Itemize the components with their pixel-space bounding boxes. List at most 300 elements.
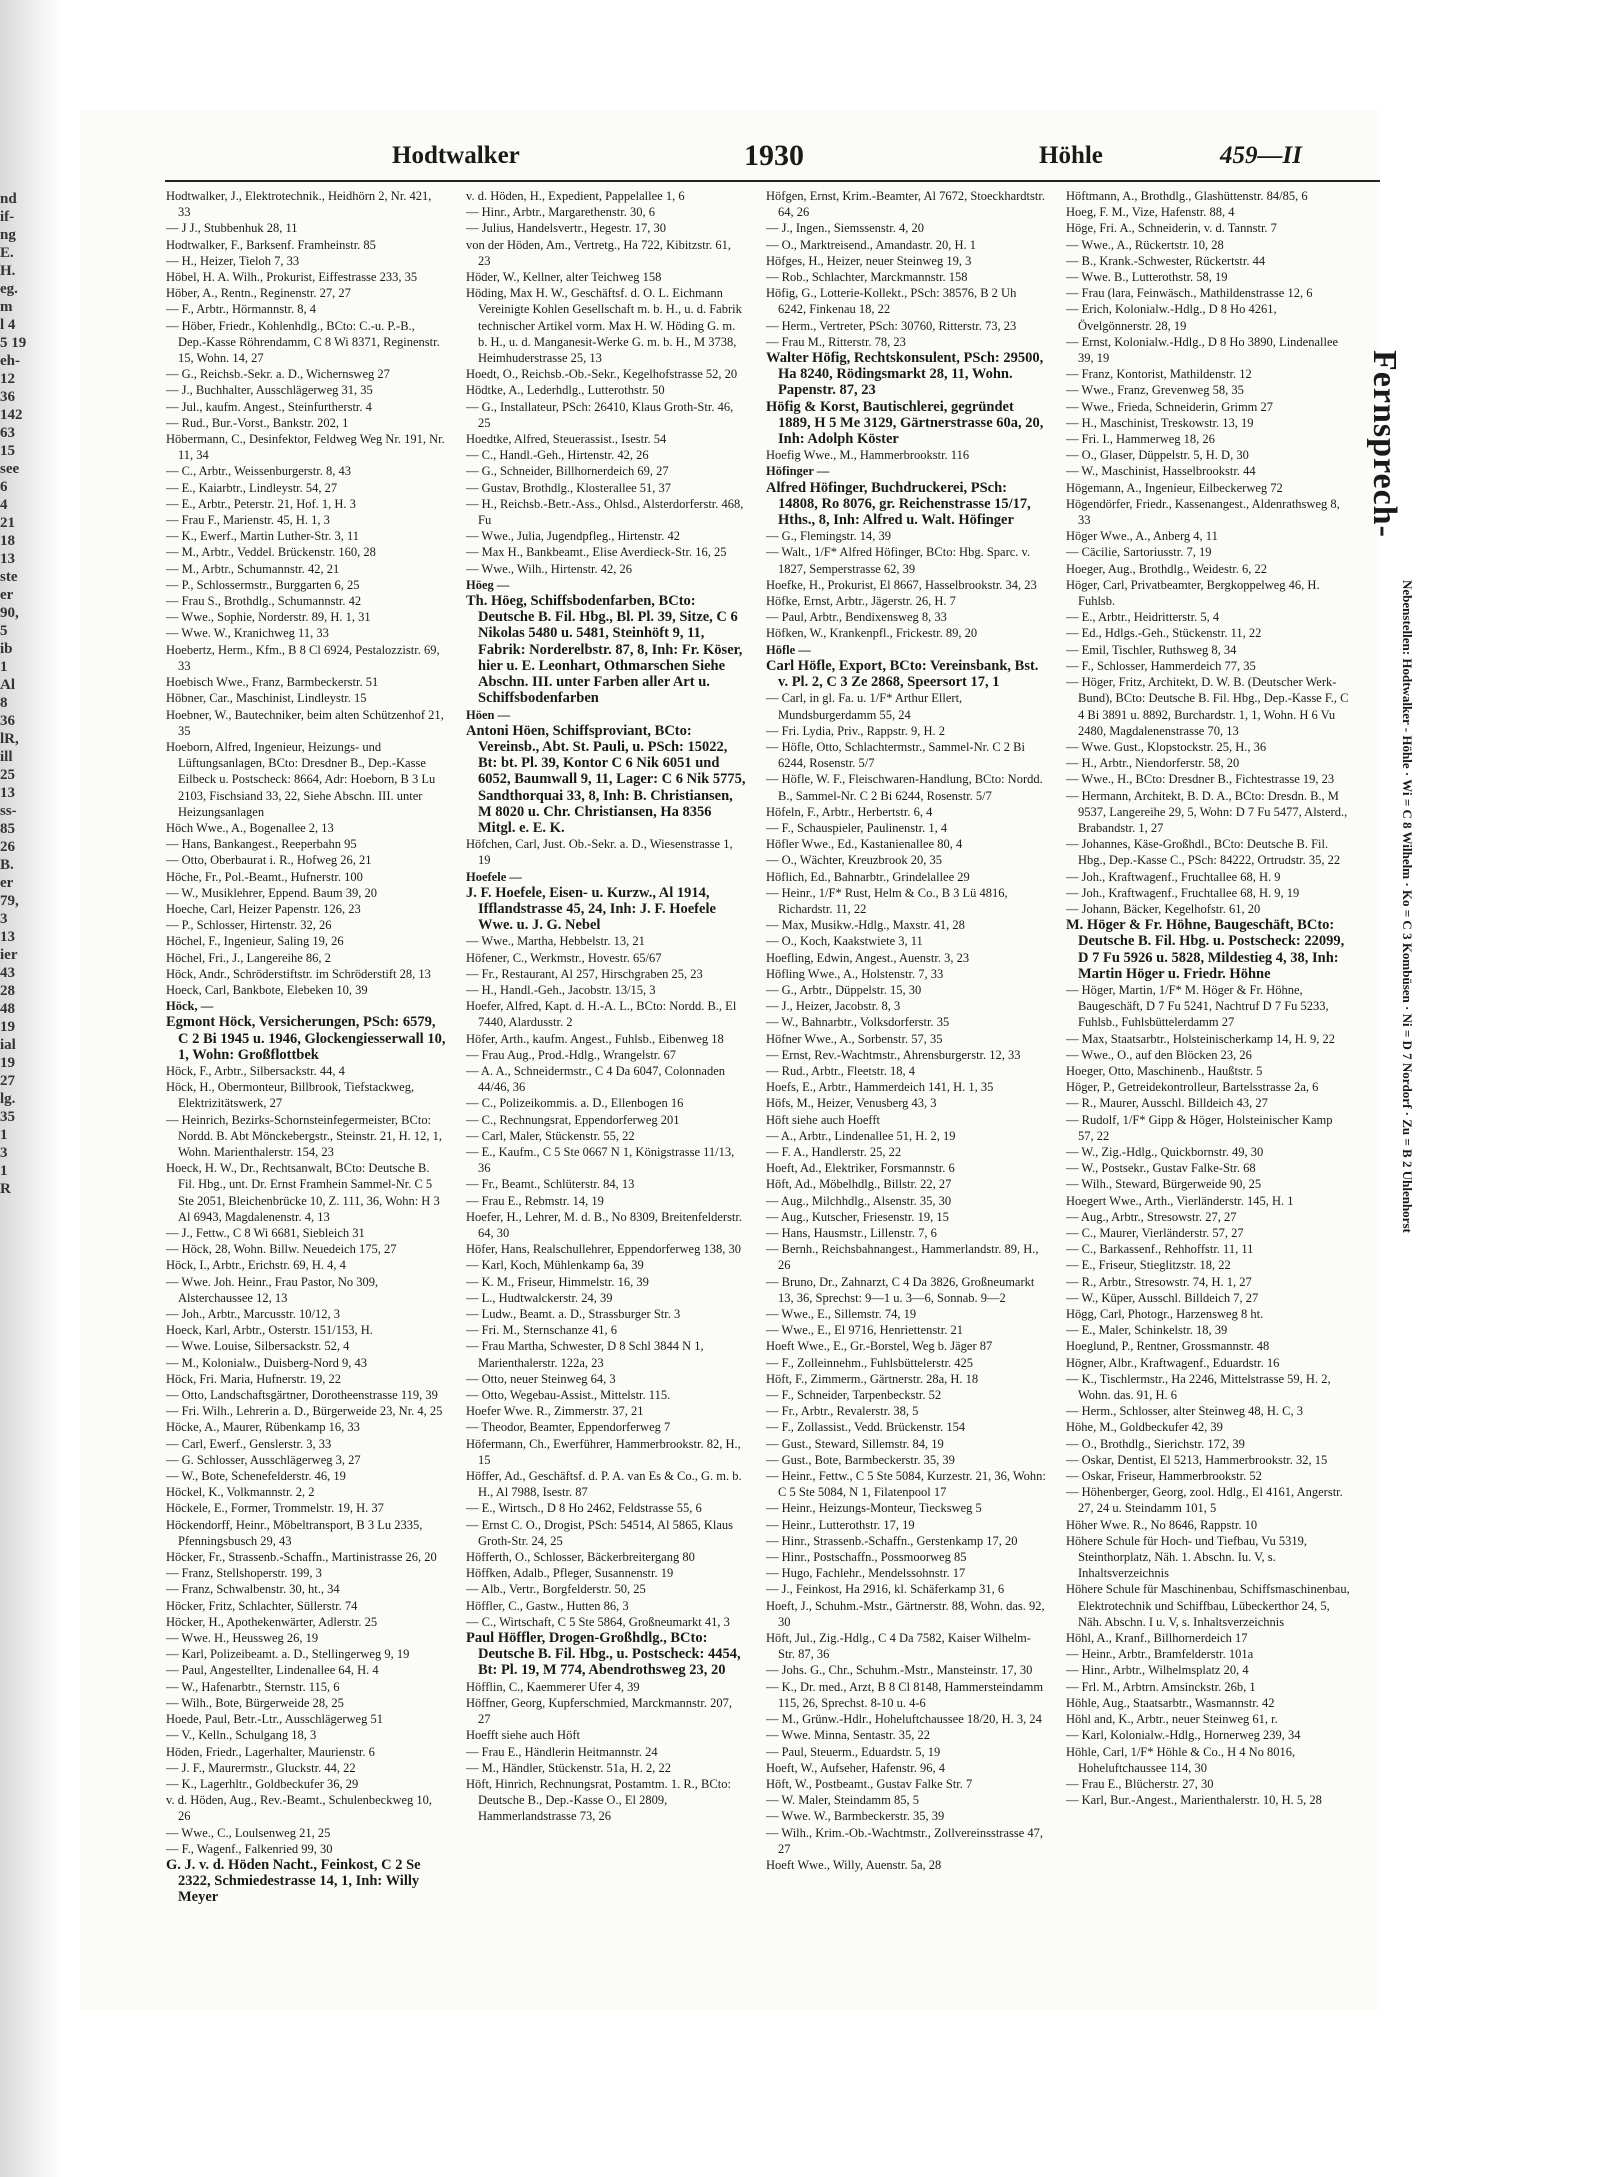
directory-entry: — Frau M., Ritterstr. 78, 23	[766, 334, 906, 349]
directory-entry: — Alb., Vertr., Borgfelderstr. 50, 25	[466, 1582, 646, 1597]
directory-entry: — Paul, Arbtr., Bendixensweg 8, 33	[766, 610, 947, 625]
header-first-entry: Hodtwalker	[392, 142, 520, 169]
sliver-fragment: 35	[0, 1109, 15, 1125]
sliver-fragment: R	[0, 1181, 11, 1197]
directory-entry: Höge, Fri. A., Schneiderin, v. d. Tannstr. 7	[1066, 221, 1277, 236]
directory-entry: — A., Arbtr., Lindenallee 51, H. 2, 19	[766, 1128, 956, 1143]
sliver-fragment: l 4	[0, 317, 16, 333]
directory-entry: Höfig, G., Lotterie-Kollekt., PSch: 38576, B 2 Uh 6242, Finkenau 18, 22	[766, 286, 1017, 317]
directory-entry: Höger Wwe., A., Anberg 4, 11	[1066, 529, 1218, 544]
sliver-fragment: lR,	[0, 731, 19, 747]
directory-entry: — Wwe., Franz, Grevenweg 58, 35	[1066, 383, 1244, 398]
sliver-fragment: eg.	[0, 281, 18, 297]
directory-entry: Egmont Höck, Versicherungen, PSch: 6579, C 2 Bi 1945 u. 1946, Glockengiesserwall 10, 1, Wohn: Großflottbek	[166, 1014, 446, 1063]
directory-entry: Th. Höeg, Schiffsbodenfarben, BCto: Deutsche B. Fil. Hbg., Bl. Pl. 39, Sitze, C 6 Nikolas 5480 u. 5481, Steinhöft 9, 11, Fabrik: Norderelbstr. 87, 8, Inh: Fr. Köser, hier u. E. Leonhart, Othmarschen Siehe Abschn. III. unter Farben aller Art u. Schiffsbodenfarben	[466, 593, 743, 707]
directory-entry: — R., Arbtr., Stresowstr. 74, H. 1, 27	[1066, 1274, 1252, 1289]
directory-entry: — Aug., Milchhdlg., Alsenstr. 35, 30	[766, 1193, 952, 1208]
directory-entry: Hoebertz, Herm., Kfm., B 8 Cl 6924, Pestalozzistr. 69, 33	[166, 642, 440, 673]
directory-entry: — Hugo, Fachlehr., Mendelssohnstr. 17	[766, 1566, 966, 1581]
directory-entry: Höding, Max H. W., Geschäftsf. d. O. L. Eichmann Vereinigte Kohlen Gesellschaft m. b. H., u. d. Fabrik technischer Artikel vorm. Max H. W. Höding G. m. b. H., u. d. Manganesit-Werke G. m. b. H., M 3738, Heimhuderstrasse 25, 13	[466, 286, 742, 366]
sliver-fragment: H.	[0, 263, 16, 279]
directory-entry: — J., Heizer, Jacobstr. 8, 3	[766, 999, 901, 1014]
header-year: 1930	[744, 139, 804, 172]
directory-entry: — Fri. Lydia, Priv., Rappstr. 9, H. 2	[766, 723, 946, 738]
directory-entry: — F., Zolleinnehm., Fuhlsbüttelerstr. 425	[766, 1355, 973, 1370]
directory-entry: Höfges, H., Heizer, neuer Steinweg 19, 3	[766, 253, 972, 268]
sliver-fragment: see	[0, 461, 20, 477]
directory-entry: v. d. Höden, H., Expedient, Pappelallee 1, 6	[466, 189, 685, 203]
sliver-fragment: B.	[0, 857, 14, 873]
sliver-fragment: 90,	[0, 605, 19, 621]
directory-entry: — Ernst, Kolonialw.-Hdlg., D 8 Ho 3890, Lindenallee 39, 19	[1066, 334, 1339, 366]
sliver-fragment: 6	[0, 479, 8, 495]
directory-entry: — Wilh., Steward, Bürgerweide 90, 25	[1066, 1177, 1262, 1192]
directory-entry: — Jul., kaufm. Angest., Steinfurtherstr. 4	[166, 399, 372, 414]
directory-entry: Höfig & Korst, Bautischlerei, gegründet 1889, H 5 Me 3129, Gärtnerstrasse 60a, 20, Inh: Adolph Köster	[766, 398, 1044, 448]
directory-entry: Hoegert Wwe., Arth., Vierländerstr. 145, H. 1	[1066, 1193, 1294, 1208]
sliver-fragment: 36	[0, 713, 15, 729]
directory-entry: — Herm., Schlosser, alter Steinweg 48, H. C, 3	[1066, 1404, 1303, 1419]
directory-entry: — Max H., Bankbeamt., Elise Averdieck-Str. 16, 25	[466, 545, 727, 560]
directory-entry: Hoeger, Otto, Maschinenb., Haußtstr. 5	[1066, 1063, 1263, 1078]
directory-entry: — K., Dr. med., Arzt, B 8 Cl 8148, Hammersteindamm 115, 26, Sprechst. 8-10 u. 4-6	[766, 1679, 1044, 1710]
directory-entry: Höflich, Ed., Bahnarbtr., Grindelallee 29	[766, 869, 970, 884]
directory-entry: Höckendorff, Heinr., Möbeltransport, B 3 Lu 2335, Pfenningsbusch 29, 43	[166, 1517, 423, 1548]
directory-entry: — Wilh., Bote, Bürgerweide 28, 25	[166, 1695, 344, 1710]
directory-entry: — Wwe. Gust., Klopstockstr. 25, H., 36	[1066, 739, 1267, 754]
directory-entry: — M., Kolonialw., Duisberg-Nord 9, 43	[166, 1355, 368, 1370]
directory-entry: Hoedt, O., Reichsb.-Ob.-Sekr., Kegelhofstrasse 52, 20	[466, 367, 738, 382]
directory-entry: — Cäcilie, Sartoriusstr. 7, 19	[1066, 545, 1212, 560]
directory-entry: Höfeln, F., Arbtr., Herbertstr. 6, 4	[766, 804, 933, 819]
column-1	[166, 188, 446, 2008]
directory-entry: Antoni Höen, Schiffsproviant, BCto: Vereinsb., Abt. St. Pauli, u. PSch: 15022, Bt: bt. Pl. 39, Kontor C 6 Nik 6051 und 6052, Baumwall 9, 11, Lager: C 6 Nik 5775, Sandthorquai 33, 8, Inh: B. Christiansen, M 8020 u. Chr. Christiansen, Ha 8356 Mitgl. e. E. K.	[466, 722, 746, 836]
directory-entry: J. F. Hoefele, Eisen- u. Kurzw., Al 1914, Ifflandstrasse 45, 24, Inh: J. F. Hoefele Wwe. u. J. G. Nebel	[466, 884, 716, 934]
directory-entry: Höhle, Carl, 1/F* Höhle & Co., H 4 No 8016, Hoheluftchaussee 114, 30	[1066, 1744, 1296, 1775]
directory-entry: — Joh., Kraftwagenf., Fruchtallee 68, H. 9, 19	[1066, 885, 1300, 900]
directory-entry: Hoeft, J., Schuhm.-Mstr., Gärtnerstr. 88, Wohn. das. 92, 30	[766, 1598, 1045, 1629]
directory-entry: — F., Schneider, Tarpenbeckstr. 52	[766, 1388, 942, 1403]
directory-entry: — M., Händler, Stückenstr. 51a, H. 2, 22	[466, 1760, 672, 1775]
directory-entry: Höft siehe auch Hoefft	[766, 1112, 880, 1127]
directory-entry: Höger, P., Getreidekontrolleur, Bartelsstrasse 2a, 6	[1066, 1080, 1319, 1095]
directory-entry: Höchel, F., Ingenieur, Saling 19, 26	[166, 934, 344, 949]
sliver-fragment: 48	[0, 1001, 15, 1017]
directory-entry: — F., Arbtr., Hörmannstr. 8, 4	[166, 302, 317, 317]
sliver-fragment: 5 19	[0, 335, 27, 351]
directory-entry: Höfener, C., Werkmstr., Hovestr. 65/67	[466, 950, 662, 965]
directory-entry: — J., Feinkost, Ha 2916, kl. Schäferkamp 31, 6	[766, 1582, 1005, 1597]
directory-entry: — Carl, Maler, Stückenstr. 55, 22	[466, 1128, 635, 1143]
directory-entry: — Wwe., H., BCto: Dresdner B., Fichtestrasse 19, 23	[1066, 772, 1335, 787]
directory-entry: — Karl, Bur.-Angest., Marienthalerstr. 10, H. 5, 28	[1066, 1793, 1322, 1808]
column-3	[766, 188, 1046, 2008]
directory-entry: — G., Schneider, Billhornerdeich 69, 27	[466, 464, 669, 479]
sliver-fragment: 3	[0, 911, 8, 927]
directory-entry: Höfke, Ernst, Arbtr., Jägerstr. 26, H. 7	[766, 594, 956, 609]
directory-entry: Högg, Carl, Photogr., Harzensweg 8 ht.	[1066, 1307, 1264, 1322]
sliver-fragment: 36	[0, 389, 15, 405]
directory-entry: Hoebner, W., Bautechniker, beim alten Schützenhof 21, 35	[166, 707, 444, 738]
directory-entry: — Frau E., Rebmstr. 14, 19	[466, 1193, 604, 1208]
directory-entry: Höft, W., Postbeamt., Gustav Falke Str. 7	[766, 1776, 973, 1791]
directory-entry: Hoefs, E., Arbtr., Hammerdeich 141, H. 1, 35	[766, 1080, 994, 1095]
directory-entry: Höher Wwe. R., No 8646, Rappstr. 10	[1066, 1517, 1258, 1532]
sliver-fragment: 25	[0, 767, 15, 783]
directory-entry: Paul Höffler, Drogen-Großhdlg., BCto: Deutsche B. Fil. Hbg., u. Postscheck: 4454, Bt: Pl. 19, M 774, Abendrothsweg 23, 20	[466, 1630, 741, 1679]
directory-entry: Hoeft Wwe., Willy, Auenstr. 5a, 28	[766, 1857, 942, 1872]
sliver-fragment: er	[0, 875, 14, 891]
directory-entry: — Wwe., Sophie, Norderstr. 89, H. 1, 31	[166, 610, 371, 625]
directory-entry: — Otto, Landschaftsgärtner, Dorotheenstrasse 119, 39	[166, 1388, 438, 1403]
directory-entry: — Wwe. Louise, Silbersackstr. 52, 4	[166, 1339, 350, 1354]
directory-entry: — Wwe., C., Loulsenweg 21, 25	[166, 1825, 331, 1840]
directory-entry: Höhere Schule für Maschinenbau, Schiffsmaschinenbau, Elektrotechnik und Schiffbau, Lübeckerthor 24, 5, Näh. Abschn. I u. V, s. Inhaltsverzeichnis	[1066, 1582, 1350, 1629]
directory-entry: Höfler Wwe., Ed., Kastanienallee 80, 4	[766, 837, 963, 852]
directory-entry: Hoede, Paul, Betr.-Ltr., Ausschlägerweg 51	[166, 1712, 383, 1727]
directory-entry: — Carl, Ewerf., Genslerstr. 3, 33	[166, 1436, 332, 1451]
directory-entry: — F. A., Handlerstr. 25, 22	[766, 1144, 902, 1159]
sliver-fragment: m	[0, 299, 13, 315]
directory-entry: Höfflin, C., Kaemmerer Ufer 4, 39	[466, 1679, 640, 1694]
directory-entry: — Heinrich, Bezirks-Schornsteinfegermeister, BCto: Nordd. B. Abt Mönckebergstr., Steinstr. 21, H. 12, 1, Wohn. Marienthalerstr. 154, 23	[166, 1112, 443, 1159]
directory-entry: — M., Grünw.-Hdlr., Hoheluftchaussee 18/20, H. 3, 24	[766, 1712, 1042, 1727]
directory-entry: — B., Krank.-Schwester, Rückertstr. 44	[1066, 253, 1266, 268]
sliver-fragment: 26	[0, 839, 15, 855]
directory-entry: — A. A., Schneidermstr., C 4 Da 6047, Colonnaden 44/46, 36	[466, 1063, 726, 1095]
directory-entry: — Frau (lara, Feinwäsch., Mathildenstrasse 12, 6	[1066, 286, 1313, 301]
directory-entry: — Theodor, Beamter, Eppendorferweg 7	[466, 1420, 671, 1435]
directory-entry: Höcker, Fr., Strassenb.-Schaffn., Martinistrasse 26, 20	[166, 1550, 437, 1565]
directory-entry: — Hinr., Arbtr., Margarethenstr. 30, 6	[466, 205, 655, 220]
directory-entry: Hoefele —	[466, 869, 522, 884]
sliver-fragment: 43	[0, 965, 15, 981]
directory-entry: Höder, W., Kellner, alter Teichweg 158	[466, 270, 662, 285]
directory-entry: — Ernst C. O., Drogist, PSch: 54514, Al 5865, Klaus Groth-Str. 24, 25	[466, 1517, 734, 1548]
directory-entry: — F., Wagenf., Falkenried 99, 30	[166, 1841, 333, 1856]
directory-entry: Höckele, E., Former, Trommelstr. 19, H. 37	[166, 1501, 384, 1516]
directory-entry: — Höck, 28, Wohn. Billw. Neuedeich 175, 27	[166, 1242, 397, 1257]
directory-entry: v. d. Höden, Aug., Rev.-Beamt., Schulenbeckweg 10, 26	[166, 1793, 433, 1824]
directory-entry: Höfner Wwe., A., Sorbenstr. 57, 35	[766, 1031, 943, 1046]
directory-entry: Höchel, Fri., J., Langereihe 86, 2	[166, 950, 331, 965]
directory-entry: Höft, F., Zimmerm., Gärtnerstr. 28a, H. 18	[766, 1371, 979, 1386]
directory-entry: von der Höden, Am., Vertretg., Ha 722, Kibitzstr. 61, 23	[466, 237, 732, 268]
directory-entry: — Carl, in gl. Fa. u. 1/F* Arthur Ellert, Mundsburgerdamm 55, 24	[766, 691, 963, 722]
page-header	[96, 139, 1326, 178]
directory-entry: — Wwe. H., Heussweg 26, 19	[166, 1631, 319, 1646]
directory-entry: — F., Zollassist., Vedd. Brückenstr. 154	[766, 1420, 966, 1435]
directory-entry: — H., Arbtr., Niendorferstr. 58, 20	[1066, 756, 1240, 771]
directory-entry: Höffer, Ad., Geschäftsf. d. P. A. van Es & Co., G. m. b. H., Al 7988, Isestr. 87	[466, 1469, 742, 1500]
directory-entry: Hoedtke, Alfred, Steuerassist., Isestr. 54	[466, 432, 667, 447]
directory-entry: — W. Maler, Steindamm 85, 5	[766, 1793, 919, 1808]
directory-entry: Hoeft, W., Aufseher, Hafenstr. 96, 4	[766, 1760, 945, 1775]
directory-entry: — Höger, Fritz, Architekt, D. W. B. (Deutscher Werk-Bund), BCto: Deutsche B. Fil. Hbg., Dep.-Kasse F., C 4 Bi 3891 u. 8892, Burchardstr. 1, 1, Wohn. H 6 Vu 2480, Magdalenenstrasse 70, 13	[1066, 675, 1349, 738]
directory-entry: Höck, I., Arbtr., Erichstr. 69, H. 4, 4	[166, 1258, 346, 1273]
header-last-entry: Höhle	[1039, 142, 1103, 169]
directory-entry: Höhle, Aug., Staatsarbtr., Wasmannstr. 42	[1066, 1695, 1275, 1710]
sliver-fragment: 18	[0, 533, 15, 549]
directory-entry: — E., Wirtsch., D 8 Ho 2462, Feldstrasse 55, 6	[466, 1501, 702, 1516]
directory-entry: Hoeborn, Alfred, Ingenieur, Heizungs- und Lüftungsanlagen, BCto: Dresdner B., Dep.-Kasse Eilbeck u. Postscheck: 8664, Adr: Hoeborn, B 3 Lu 2103, Fischsiand 33, 22, Siehe Abschn. III. unter Heizungsanlagen	[166, 739, 436, 819]
directory-entry: — J., Fettw., C 8 Wi 6681, Siebleich 31	[166, 1226, 365, 1240]
directory-entry: — Herm., Vertreter, PSch: 30760, Ritterstr. 73, 23	[766, 318, 1017, 333]
directory-entry: Höeg —	[466, 577, 510, 592]
sliver-fragment: 3	[0, 1145, 8, 1161]
directory-entry: — W., Bahnarbtr., Volksdorferstr. 35	[766, 1015, 950, 1030]
directory-entry: — Hinr., Postschaffn., Possmoorweg 85	[766, 1550, 967, 1565]
directory-entry: — Johann, Bäcker, Kegelhofstr. 61, 20	[1066, 901, 1261, 916]
directory-entry: G. J. v. d. Höden Nacht., Feinkost, C 2 Se 2322, Schmiedestrasse 14, 1, Inh: Willy Meyer	[166, 1856, 421, 1906]
adjacent-page-edge	[0, 190, 46, 1520]
directory-entry: — Otto, Wegebau-Assist., Mittelstr. 115.	[466, 1388, 671, 1403]
directory-entry: — Hinr., Arbtr., Wilhelmsplatz 20, 4	[1066, 1663, 1249, 1678]
directory-entry: Höger, Carl, Privatbeamter, Bergkoppelweg 46, H. Fuhlsb.	[1066, 577, 1320, 609]
directory-entry: — Frau E., Blücherstr. 27, 30	[1066, 1776, 1214, 1791]
directory-entry: Höffner, Georg, Kupferschmied, Marckmannstr. 207, 27	[466, 1695, 732, 1727]
directory-entry: Höfinger —	[766, 464, 830, 479]
directory-entry: — Wwe. Joh. Heinr., Frau Pastor, No 309, Alsterchaussee 12, 13	[166, 1274, 379, 1305]
directory-entry: — J J., Stubbenhuk 28, 11	[166, 221, 298, 236]
directory-entry: — Ed., Hdlgs.-Geh., Stückenstr. 11, 22	[1066, 626, 1262, 641]
directory-entry: Höhl, A., Kranf., Billhornerdeich 17	[1066, 1631, 1248, 1646]
directory-entry: — Karl, Koch, Mühlenkamp 6a, 39	[466, 1258, 644, 1273]
sliver-fragment: 4	[0, 497, 8, 513]
directory-entry: — H., Handl.-Geh., Jacobstr. 13/15, 3	[466, 982, 656, 997]
sliver-fragment: 27	[0, 1073, 15, 1089]
directory-entry: — R., Maurer, Ausschl. Billdeich 43, 27	[1066, 1096, 1268, 1111]
directory-entry: — E., Arbtr., Heidritterstr. 5, 4	[1066, 610, 1220, 625]
sliver-fragment: 13	[0, 929, 15, 945]
directory-entry: — H., Heizer, Tieloh 7, 33	[166, 253, 300, 268]
directory-entry: — C., Polizeikommis. a. D., Ellenbogen 16	[466, 1096, 684, 1111]
directory-entry: — Wwe., Martha, Hebbelstr. 13, 21	[466, 934, 645, 949]
directory-entry: — G., Arbtr., Düppelstr. 15, 30	[766, 982, 922, 997]
directory-entry: — Emil, Tischler, Ruthsweg 8, 34	[1066, 642, 1237, 657]
directory-entry: Höck, H., Obermonteur, Billbrook, Tiefstackweg, Elektrizitätswerk, 27	[166, 1080, 415, 1111]
directory-entry: — J., Buchhalter, Ausschlägerweg 31, 35	[166, 383, 373, 398]
directory-entry: — G., Flemingstr. 14, 39	[766, 529, 892, 544]
sliver-fragment: 13	[0, 785, 15, 801]
directory-entry: Högemann, A., Ingenieur, Eilbeckerweg 72	[1066, 480, 1283, 495]
sliver-fragment: 12	[0, 371, 15, 387]
directory-entry: — Fr., Restaurant, Al 257, Hirschgraben 25, 23	[466, 966, 703, 981]
directory-entry: Höche, Fr., Pol.-Beamt., Hufnerstr. 100	[166, 869, 363, 884]
directory-entry: — Johannes, Käse-Großhdl., BCto: Deutsche B. Fil. Hbg., Dep.-Kasse C., PSch: 84222, Ortrudstr. 35, 22	[1066, 837, 1341, 868]
directory-entry: — Heinr., Fettw., C 5 Ste 5084, Kurzestr. 21, 36, Wohn: C 5 Ste 5084, N 1, Filatenpool 17	[766, 1469, 1046, 1500]
directory-entry: — Frau S., Brothdlg., Schumannstr. 42	[166, 594, 362, 609]
directory-entry: Hoeck, Carl, Bankbote, Elebeken 10, 39	[166, 982, 368, 997]
directory-entry: — Wwe. W., Barmbeckerstr. 35, 39	[766, 1809, 945, 1824]
sliver-fragment: ill	[0, 749, 13, 765]
sidebar-text: Nebenstellen: Hodtwalker - Höhle · Wi = C 8 Wilhelm · Ko = C 3 Kombüsen · Ni = D 7 Nordorf · Zu = B 2 Uhlenhorst	[1400, 580, 1415, 1233]
directory-entry: Höfle —	[766, 642, 811, 657]
sliver-fragment: 13	[0, 551, 15, 567]
directory-entry: Höfer, Arth., kaufm. Angest., Fuhlsb., Eibenweg 18	[466, 1031, 724, 1046]
directory-entry: — Wwe. B., Lutterothstr. 58, 19	[1066, 270, 1228, 285]
directory-entry: Hoeck, Karl, Arbtr., Osterstr. 151/153, H.	[166, 1323, 373, 1338]
directory-entry: — E., Maler, Schinkelstr. 18, 39	[1066, 1323, 1228, 1338]
sliver-fragment: 19	[0, 1055, 15, 1071]
directory-entry: Höfer, Hans, Realschullehrer, Eppendorferweg 138, 30	[466, 1242, 741, 1257]
directory-entry: — W., Küper, Ausschl. Billdeich 7, 27	[1066, 1290, 1259, 1305]
directory-entry: — G. Schlosser, Ausschlägerweg 3, 27	[166, 1452, 361, 1467]
directory-entry: — Fr., Beamt., Schlüterstr. 84, 13	[466, 1177, 635, 1192]
directory-entry: — Otto, neuer Steinweg 64, 3	[466, 1371, 616, 1386]
directory-entry: — Heinr., 1/F* Rust, Helm & Co., B 3 Lü 4816, Richardstr. 11, 22	[766, 885, 1008, 916]
directory-entry: Höhere Schule für Hoch- und Tiefbau, Vu 5319, Steinthorplatz, Näh. 1. Abschn. Iu. V, s. Inhaltsverzeichnis	[1066, 1533, 1307, 1581]
sliver-fragment: er	[0, 587, 14, 603]
directory-entry: — G., Reichsb.-Sekr. a. D., Wichernsweg 27	[166, 367, 390, 382]
directory-entry: Hödtke, A., Lederhdlg., Lutterothstr. 50	[466, 383, 665, 398]
directory-entry: — Hans, Hausmstr., Lillenstr. 7, 6	[766, 1226, 937, 1240]
directory-entry: — O., Brothdlg., Sierichstr. 172, 39	[1066, 1436, 1245, 1451]
directory-entry: — Höfle, Otto, Schlachtermstr., Sammel-Nr. C 2 Bi 6244, Rosenstr. 5/7	[766, 739, 1025, 771]
directory-entry: — Rob., Schlachter, Marckmannstr. 158	[766, 270, 968, 285]
header-rule	[165, 180, 1380, 182]
sliver-fragment: 142	[0, 407, 23, 423]
directory-entry: — Wwe., E., El 9716, Henriettenstr. 21	[766, 1323, 963, 1338]
directory-entry: — Julius, Handelsvertr., Hegestr. 17, 30	[466, 221, 666, 236]
directory-entry: — Joh., Arbtr., Marcusstr. 10/12, 3	[166, 1307, 340, 1322]
directory-entry: — F., Schauspieler, Paulinenstr. 1, 4	[766, 820, 948, 835]
directory-entry: Hoeft Wwe., E., Gr.-Borstel, Weg b. Jäger 87	[766, 1339, 993, 1354]
directory-entry: — C., Maurer, Vierländerstr. 57, 27	[1066, 1226, 1244, 1240]
directory-entry: — Aug., Arbtr., Stresowstr. 27, 27	[1066, 1209, 1237, 1224]
directory-entry: Höhe, M., Goldbeckufer 42, 39	[1066, 1420, 1223, 1435]
directory-entry: — Heinr., Arbtr., Bramfelderstr. 101a	[1066, 1647, 1254, 1662]
directory-entry: — Hans, Bankangest., Reeperbahn 95	[166, 837, 357, 852]
directory-entry: — V., Kelln., Schulgang 18, 3	[166, 1728, 317, 1743]
directory-entry: — Wwe. W., Kranichweg 11, 33	[166, 626, 329, 641]
directory-entry: — Max, Musikw.-Hdlg., Maxstr. 41, 28	[766, 918, 965, 933]
directory-entry: — Max, Staatsarbtr., Holsteinischerkamp 14, H. 9, 22	[1066, 1031, 1336, 1046]
directory-entry: — Paul, Angestellter, Lindenallee 64, H. 4	[166, 1663, 379, 1678]
directory-entry: — Bernh., Reichsbahnangest., Hammerlandstr. 89, H., 26	[766, 1242, 1039, 1273]
directory-entry: — Erich, Kolonialw.-Hdlg., D 8 Ho 4261, Övelgönnerstr. 28, 19	[1066, 302, 1277, 333]
directory-entry: — K., Lagerhltr., Goldbeckufer 36, 29	[166, 1776, 359, 1791]
sliver-fragment: ss-	[0, 803, 17, 819]
directory-entry: Hoebisch Wwe., Franz, Barmbeckerstr. 51	[166, 675, 379, 690]
directory-entry: — G., Installateur, PSch: 26410, Klaus Groth-Str. 46, 25	[466, 399, 734, 430]
directory-entry: — Wwe., O., auf den Blöcken 23, 26	[1066, 1047, 1252, 1062]
sliver-fragment: E.	[0, 245, 14, 261]
directory-entry: Höft, Jul., Zig.-Hdlg., C 4 Da 7582, Kaiser Wilhelm-Str. 87, 36	[766, 1631, 1031, 1662]
directory-entry: Höbner, Car., Maschinist, Lindleystr. 15	[166, 691, 367, 706]
directory-entry: — Rud., Arbtr., Fleetstr. 18, 4	[766, 1063, 915, 1078]
directory-entry: Höffken, Adalb., Pfleger, Susannenstr. 19	[466, 1566, 674, 1581]
directory-entry: Höft, Hinrich, Rechnungsrat, Postamtm. 1. R., BCto: Deutsche B., Dep.-Kasse O., El 2809, Hammerlandstrasse 73, 26	[466, 1776, 731, 1824]
directory-entry: Höbel, H. A. Wilh., Prokurist, Eiffestrasse 233, 35	[166, 270, 418, 285]
directory-entry: — E., Kaiarbtr., Lindleystr. 54, 27	[166, 480, 338, 495]
directory-entry: — K., Ewerf., Martin Luther-Str. 3, 11	[166, 529, 359, 544]
directory-entry: Hoeft, Ad., Elektriker, Forsmannstr. 6	[766, 1161, 955, 1176]
sliver-fragment: ng	[0, 227, 16, 243]
directory-entry: — Höhenberger, Georg, zool. Hdlg., El 4161, Angerstr. 27, 24 u. Steindamm 101, 5	[1066, 1485, 1343, 1516]
directory-entry: Höbermann, C., Desinfektor, Feldweg Weg Nr. 191, Nr. 11, 34	[166, 432, 445, 463]
directory-entry: — Gust., Steward, Sillemstr. 84, 19	[766, 1436, 944, 1451]
directory-entry: — L., Hudtwalckerstr. 24, 39	[466, 1290, 613, 1305]
directory-entry: — Paul, Steuerm., Eduardstr. 5, 19	[766, 1744, 941, 1759]
directory-entry: — W., Musiklehrer, Eppend. Baum 39, 20	[166, 885, 377, 900]
directory-entry: Carl Höfle, Export, BCto: Vereinsbank, Bst. v. Pl. 2, C 3 Ze 2868, Speersort 17, 1	[766, 657, 1039, 691]
directory-entry: — C., Barkassenf., Rehhoffstr. 11, 11	[1066, 1242, 1254, 1257]
directory-entry: Höhl and, K., Arbtr., neuer Steinweg 61, r.	[1066, 1712, 1278, 1727]
directory-entry: Hoefling, Edwin, Angest., Auenstr. 3, 23	[766, 950, 970, 965]
directory-entry: Höck, Fri. Maria, Hufnerstr. 19, 22	[166, 1371, 341, 1386]
directory-entry: Höft, Ad., Möbelhdlg., Billstr. 22, 27	[766, 1177, 952, 1192]
directory-entry: Höfchen, Carl, Just. Ob.-Sekr. a. D., Wiesenstrasse 1, 19	[466, 837, 733, 868]
directory-entry: Hoeg, F. M., Vize, Hafenstr. 88, 4	[1066, 205, 1235, 220]
sliver-fragment: 63	[0, 425, 15, 441]
column-4	[1066, 188, 1351, 2008]
sidebar-title-text: Fernsprech-	[1366, 350, 1403, 538]
directory-entry: — M., Arbtr., Veddel. Brückenstr. 160, 28	[166, 545, 376, 560]
directory-entry: — P., Schlossermstr., Burggarten 6, 25	[166, 577, 360, 592]
directory-entry: — Hinr., Strassenb.-Schaffn., Gerstenkamp 17, 20	[766, 1533, 1018, 1548]
directory-entry: — Ernst, Rev.-Wachtmstr., Ahrensburgerstr. 12, 33	[766, 1047, 1021, 1062]
directory-entry: Höen —	[466, 707, 511, 722]
directory-entry: Hoeglund, P., Rentner, Grossmannstr. 48	[1066, 1339, 1270, 1354]
directory-entry: — Wilh., Krim.-Ob.-Wachtmstr., Zollvereinsstrasse 47, 27	[766, 1825, 1044, 1856]
directory-entry: Höcke, A., Maurer, Rübenkamp 16, 33	[166, 1420, 360, 1435]
sliver-fragment: nd	[0, 191, 17, 207]
directory-entry: — Frl. M., Arbtrn. Amsinckstr. 26b, 1	[1066, 1679, 1256, 1694]
directory-entry: — Hermann, Architekt, B. D. A., BCto: Dresdn. B., M 9537, Langereihe 29, 5, Wohn: D 7 Fu 5477, Alsterd., Brabandstr. 1, 27	[1066, 788, 1348, 835]
directory-entry: Höck, F., Arbtr., Silbersackstr. 44, 4	[166, 1063, 345, 1078]
directory-entry: Höch Wwe., A., Bogenallee 2, 13	[166, 820, 334, 835]
directory-entry: Höfs, M., Heizer, Venusberg 43, 3	[766, 1096, 937, 1111]
directory-entry: Hoefer, Alfred, Kapt. d. H.-A. L., BCto: Nordd. B., El 7440, Alardusstr. 2	[466, 999, 737, 1030]
directory-entry: Hodtwalker, J., Elektrotechnik., Heidhörn 2, Nr. 421, 33	[166, 189, 432, 220]
directory-entry: — Höfle, W. F., Fleischwaren-Handlung, BCto: Nordd. B., Sammel-Nr. C 2 Bi 6244, Rosenstr. 5/7	[766, 772, 1043, 803]
directory-entry: Hoefig Wwe., M., Hammerbrookstr. 116	[766, 448, 970, 463]
directory-entry: — Rud., Bur.-Vorst., Bankstr. 202, 1	[166, 415, 349, 430]
sliver-fragment: 21	[0, 515, 15, 531]
sliver-fragment: 1	[0, 1127, 8, 1143]
directory-entry: — Ludw., Beamt. a. D., Strassburger Str. 3	[466, 1307, 681, 1322]
directory-entry: — Johs. G., Chr., Schuhm.-Mstr., Mansteinstr. 17, 30	[766, 1663, 1033, 1678]
directory-entry: — Oskar, Dentist, El 5213, Hammerbrookstr. 32, 15	[1066, 1452, 1328, 1467]
directory-entry: — Joh., Kraftwagenf., Fruchtallee 68, H. 9	[1066, 869, 1281, 884]
directory-entry: — P., Schlosser, Hirtenstr. 32, 26	[166, 918, 332, 933]
directory-entry: — Aug., Kutscher, Friesenstr. 19, 15	[766, 1209, 949, 1224]
directory-entry: — Heinr., Heizungs-Monteur, Tiecksweg 5	[766, 1501, 982, 1516]
directory-entry: — Franz, Kontorist, Mathildenstr. 12	[1066, 367, 1252, 382]
sliver-fragment: ier	[0, 947, 18, 963]
directory-entry: — W., Bote, Schenefelderstr. 46, 19	[166, 1469, 346, 1484]
directory-entry: — C., Rechnungsrat, Eppendorferweg 201	[466, 1112, 680, 1127]
directory-entry: — H., Reichsb.-Betr.-Ass., Ohlsd., Alsterdorferstr. 468, Fu	[466, 496, 744, 528]
directory-entry: — C., Handl.-Geh., Hirtenstr. 42, 26	[466, 448, 649, 463]
directory-entry: Walter Höfig, Rechtskonsulent, PSch: 29500, Ha 8240, Rödingsmarkt 28, 11, Wohn. Papenstr. 87, 23	[766, 350, 1044, 399]
directory-entry: Hoeck, H. W., Dr., Rechtsanwalt, BCto: Deutsche B. Fil. Hbg., unt. Dr. Ernst Framhein Sammel-Nr. C 5 Ste 2051, Bleichenbrücke 10, Z. 111, 36, Wohn: H 3 Al 6943, Magdalenenstr. 4, 13	[166, 1161, 440, 1224]
column-2	[466, 188, 746, 2008]
directory-entry: — Bruno, Dr., Zahnarzt, C 4 Da 3826, Großneumarkt 13, 36, Sprechst: 9—1 u. 3—6, Sonnab. 9—2	[766, 1274, 1035, 1305]
directory-entry: — W., Postsekr., Gustav Falke-Str. 68	[1066, 1161, 1256, 1176]
directory-entry: — Fri. M., Sternschanze 41, 6	[466, 1323, 618, 1338]
directory-entry: — Franz, Stellshoperstr. 199, 3	[166, 1566, 322, 1581]
directory-entry: Höden, Friedr., Lagerhalter, Maurienstr. 6	[166, 1744, 375, 1759]
sliver-fragment: 8	[0, 695, 8, 711]
directory-entry: Högendörfer, Friedr., Kassenangest., Aldenrathsweg 8, 33	[1066, 496, 1340, 528]
sliver-fragment: 15	[0, 443, 15, 459]
directory-entry: — Wwe., E., Sillemstr. 74, 19	[766, 1307, 917, 1322]
directory-entry: Höfling Wwe., A., Holstenstr. 7, 33	[766, 966, 944, 981]
directory-entry: — Rudolf, 1/F* Gipp & Höger, Holsteinischer Kamp 57, 22	[1066, 1112, 1333, 1143]
directory-entry: Höber, A., Rentn., Reginenstr. 27, 27	[166, 286, 351, 301]
